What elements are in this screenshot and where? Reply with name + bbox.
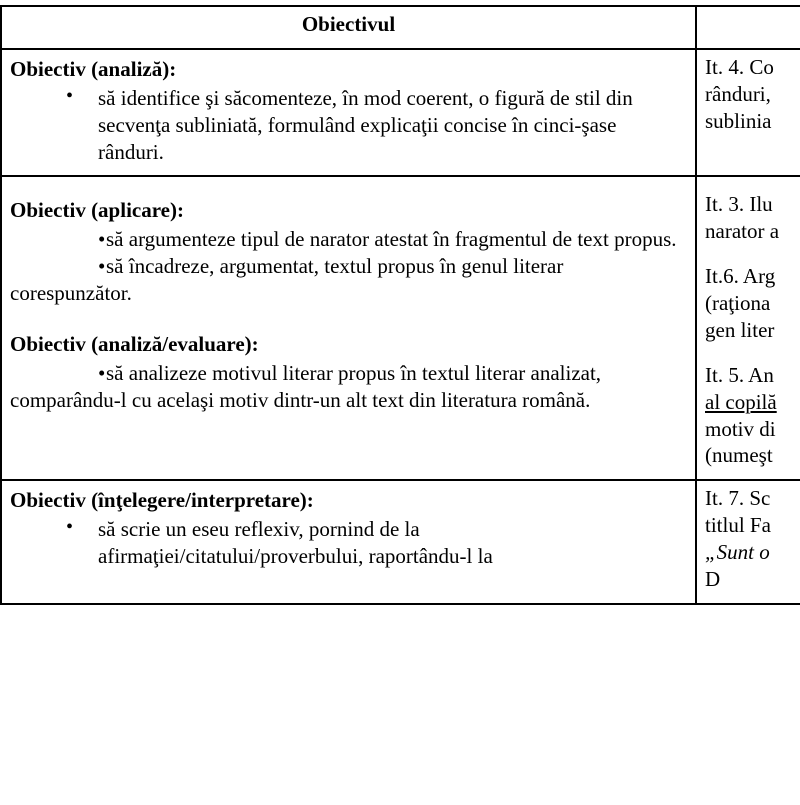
items-cell-1 <box>696 49 800 177</box>
item-line: „Sunt o <box>705 540 770 564</box>
item-line: It. 3. Ilu <box>705 192 773 217</box>
table-row <box>1 176 800 480</box>
item-line: D <box>705 566 721 591</box>
objective-title: Obiectiv (analiză/evaluare): <box>10 331 259 356</box>
header-cell-items <box>696 6 800 49</box>
objective-title: Obiectiv (aplicare): <box>10 198 184 223</box>
item-line: (numeşt <box>705 443 773 468</box>
objective-title: Obiectiv (analiză): <box>10 56 177 81</box>
item-reference <box>705 485 800 593</box>
item-line: (raţiona <box>705 291 771 315</box>
item-line: motiv di <box>705 416 776 441</box>
list-item: • să identifice şi săcomenteze, în mod coerent, o figură de stil din secvenţa subliniată, formulând explicaţii concise în cinci-şase rânduri. <box>10 85 687 166</box>
item-reference <box>705 263 800 344</box>
table-row <box>1 49 800 177</box>
item-reference <box>705 362 800 470</box>
spacer <box>705 181 800 191</box>
list-item-text: să argumenteze tipul de narator atestat în fragmentul de text propus. <box>106 227 677 252</box>
list-item-text: să analizeze motivul literar propus în textul literar analizat, comparându-l cu acelaşi motiv dintr-un alt text din literatura română. <box>10 360 602 412</box>
list-item <box>10 226 687 253</box>
spacer <box>10 181 687 191</box>
objective-cell-analiza <box>1 49 696 177</box>
item-line: al copilă <box>705 389 777 414</box>
objective-list <box>10 85 687 166</box>
item-reference <box>705 191 800 245</box>
objective-title: Obiectiv (înţelegere/interpretare): <box>10 488 314 513</box>
items-cell-2 <box>696 176 800 480</box>
table-row <box>1 480 800 604</box>
item-line: It. 4. Co <box>705 54 774 79</box>
table-header-row <box>1 6 800 49</box>
bullet-marker: • <box>98 254 106 279</box>
item-line: It. 5. An <box>705 362 774 387</box>
item-line <box>705 512 800 539</box>
objective-list <box>10 516 687 570</box>
spacer <box>10 307 687 325</box>
list-item <box>10 360 687 414</box>
bullet-marker: • <box>98 360 106 385</box>
item-reference <box>705 54 800 135</box>
item-line-text: titlul Fa <box>705 513 771 538</box>
objective-cell-aplicare <box>1 176 696 480</box>
item-line: narator a <box>705 219 780 244</box>
item-line: It.6. Arg <box>705 264 776 289</box>
item-line: rânduri, <box>705 81 771 106</box>
list-item <box>10 253 687 307</box>
items-cell-3 <box>696 480 800 604</box>
document-page <box>0 5 800 805</box>
objectives-table <box>0 5 800 605</box>
objective-cell-intelegere <box>1 480 696 604</box>
list-item: • să scrie un eseu reflexiv, pornind de la afirmaţiei/citatului/proverbului, raportându-l la <box>10 516 687 570</box>
item-line: sublinia <box>705 108 772 133</box>
header-cell-objective: Obiectivul <box>1 6 696 49</box>
item-line: gen liter <box>705 317 775 342</box>
item-line: It. 7. Sc <box>705 486 771 511</box>
list-item-text: să încadreze, argumentat, textul propus în genul literar corespunzător. <box>10 254 564 305</box>
bullet-marker: • <box>98 227 106 252</box>
